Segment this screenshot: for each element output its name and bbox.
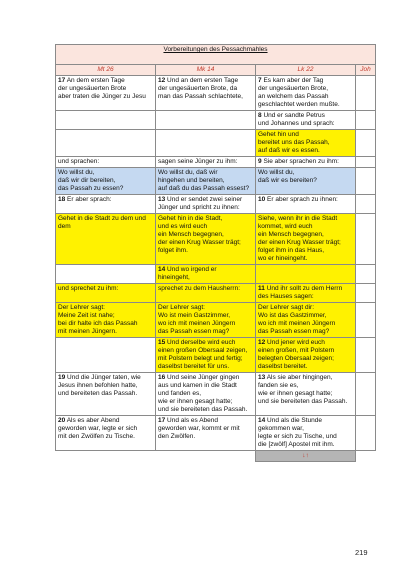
verse-number: 11 <box>258 285 265 292</box>
cell-lk <box>256 130 356 157</box>
cell-mt <box>56 111 156 130</box>
verse-text: Er aber sprach: <box>67 196 112 203</box>
title-row <box>56 45 376 65</box>
verse-number: 13 <box>258 374 266 381</box>
column-header-mk: Mk 14 <box>156 65 256 76</box>
table-row <box>56 157 376 168</box>
table-row <box>56 416 376 451</box>
verse-number: 19 <box>58 374 66 381</box>
verse-text: Der Lehrer sagt dir: Wo ist das Gastzimmer, wo ich mit meinen Jüngern das Passah essen mag? <box>258 304 336 335</box>
verse-text: Und jener wird euch einen großen, mit Polstern belegten Obersaal zeigen; daselbst bereitet. <box>258 339 335 370</box>
cell-joh <box>356 284 376 303</box>
verse-text: Wo willst du, daß wir es bereiten? <box>258 169 317 184</box>
header-row <box>56 65 376 76</box>
verse-text: Sie aber sprachen zu ihm: <box>263 158 339 165</box>
verse-number: 16 <box>158 374 166 381</box>
verse-text: Er aber sprach zu ihnen: <box>267 196 338 203</box>
cell-joh <box>356 157 376 168</box>
verse-number: 12 <box>158 77 166 84</box>
cell-joh <box>356 76 376 111</box>
cell-mk <box>156 416 256 451</box>
cell-mt <box>56 157 156 168</box>
cell-mk <box>156 284 256 303</box>
table-title: Vorbereitungen des Pessachmahles <box>56 45 376 65</box>
table-row <box>56 284 376 303</box>
verse-text: und sprechet zu ihm: <box>58 285 119 292</box>
cell-mt <box>56 265 156 284</box>
cell-lk <box>256 195 356 214</box>
verse-text: Der Lehrer sagt: Meine Zeit ist nahe; bei dir halte ich das Passah mit meinen Jüngern. <box>58 304 138 335</box>
table-row <box>56 214 376 265</box>
verse-text: Und ihr sollt zu dem Herrn des Hauses sagen: <box>258 285 343 300</box>
cell-mk <box>156 195 256 214</box>
table-row <box>56 168 376 195</box>
cell-mk <box>156 265 256 284</box>
verse-text: Gehet hin in die Stadt, und es wird euch ein Mensch begegnen, der einen Krug Wasser trägt; folget ihm. <box>158 215 241 254</box>
footer-arrow-cell <box>256 451 356 462</box>
footer-empty-cell <box>156 451 256 462</box>
cell-lk <box>256 111 356 130</box>
page-number: 219 <box>355 548 368 557</box>
cell-mt <box>56 303 156 338</box>
verse-text: Als es aber Abend geworden war, legte er sich mit den Zwölfen zu Tische. <box>58 417 138 440</box>
footer-empty-cell <box>56 451 156 462</box>
table-row <box>56 373 376 416</box>
verse-text: Und als es Abend geworden war, kommt er mit den Zwölfen. <box>158 417 240 440</box>
verse-number: 7 <box>258 77 262 84</box>
verse-text: Und seine Jünger gingen aus und kamen in die Stadt und fanden es, wie er ihnen gesagt hatte; und sie bereiteten das Passah. <box>158 374 248 413</box>
cell-joh <box>356 168 376 195</box>
cell-mk <box>156 338 256 373</box>
cell-mk <box>156 168 256 195</box>
cell-mk <box>156 130 256 157</box>
cell-mk <box>156 214 256 265</box>
cell-mk <box>156 303 256 338</box>
cell-joh <box>356 416 376 451</box>
verse-number: 17 <box>58 77 66 84</box>
column-header-joh: Joh <box>356 65 376 76</box>
cell-joh <box>356 373 376 416</box>
verse-text: und sprachen: <box>58 158 100 165</box>
verse-number: 18 <box>58 196 66 203</box>
verse-text: Und die Jünger taten, wie Jesus ihnen befohlen hatte, und bereiteten das Passah. <box>58 374 141 397</box>
verse-text: sprechet zu dem Hausherrn: <box>158 285 241 292</box>
verse-text: An dem ersten Tage der ungesäuerten Brote aber traten die Jünger zu Jesu <box>58 77 146 100</box>
cell-mt <box>56 373 156 416</box>
verse-text: Gehet hin und bereitet uns das Passah, auf daß wir es essen. <box>258 131 330 154</box>
cell-joh <box>356 338 376 373</box>
cell-mk <box>156 111 256 130</box>
verse-text: Gehet in die Stadt zu dem und dem <box>58 215 146 230</box>
cell-lk <box>256 214 356 265</box>
cell-mt <box>56 284 156 303</box>
verse-text: Und derselbe wird euch einen großen Obersaal zeigen, mit Polstern belegt und fertig; daselbst bereitet für uns. <box>158 339 248 370</box>
cell-mk <box>156 157 256 168</box>
footer-empty-cell <box>356 451 376 462</box>
cell-joh <box>356 195 376 214</box>
cell-mt <box>56 214 156 265</box>
verse-number: 15 <box>158 339 166 346</box>
table-row <box>56 130 376 157</box>
synopsis-table <box>55 44 376 462</box>
verse-number: 12 <box>258 339 266 346</box>
table-row <box>56 195 376 214</box>
arrow-icon: ↓↑ <box>302 452 309 459</box>
verse-number: 10 <box>258 196 266 203</box>
cell-lk <box>256 338 356 373</box>
cell-lk <box>256 76 356 111</box>
verse-number: 17 <box>158 417 166 424</box>
cell-joh <box>356 111 376 130</box>
cell-lk <box>256 373 356 416</box>
verse-number: 14 <box>158 266 166 273</box>
verse-number: 9 <box>258 158 262 165</box>
cell-lk <box>256 284 356 303</box>
table-row <box>56 303 376 338</box>
verse-number: 20 <box>58 417 66 424</box>
cell-lk <box>256 265 356 284</box>
verse-number: 14 <box>258 417 266 424</box>
table-row <box>56 111 376 130</box>
verse-text: Es kam aber der Tag der ungesäuerten Brote, an welchem das Passah geschlachtet werden mußte. <box>258 77 340 108</box>
column-header-mt: Mt 26 <box>56 65 156 76</box>
cell-mt <box>56 168 156 195</box>
column-header-lk: Lk 22 <box>256 65 356 76</box>
verse-number: 13 <box>158 196 166 203</box>
cell-mt <box>56 76 156 111</box>
cell-joh <box>356 130 376 157</box>
cell-mt <box>56 338 156 373</box>
cell-mt <box>56 195 156 214</box>
cell-mk <box>156 76 256 111</box>
cell-joh <box>356 214 376 265</box>
cell-joh <box>356 303 376 338</box>
cell-lk <box>256 157 356 168</box>
verse-text: Wo willst du, daß wir hingehen und bereiten, auf daß du das Passah essest? <box>158 169 250 192</box>
verse-text: Und er sendet zwei seiner Jünger und spricht zu ihnen: <box>158 196 243 211</box>
cell-lk <box>256 168 356 195</box>
cell-joh <box>356 265 376 284</box>
cell-lk <box>256 303 356 338</box>
verse-text: Als sie aber hingingen, fanden sie es, wie er ihnen gesagt hatte; und sie bereiteten das Passah. <box>258 374 348 405</box>
verse-text: Siehe, wenn ihr in die Stadt kommet, wird euch ein Mensch begegnen, der einen Krug Wasser trägt; folget ihm in das Haus, wo er hineingeht. <box>258 215 341 262</box>
verse-text: sagen seine Jünger zu ihm: <box>158 158 238 165</box>
verse-text: Und als die Stunde gekommen war, legte er sich zu Tische, und die [zwölf] Apostel mit ihm. <box>258 417 337 448</box>
cell-mt <box>56 130 156 157</box>
verse-text: Wo willst du, daß wir dir bereiten, das Passah zu essen? <box>58 169 124 192</box>
verse-text: Und er sandte Petrus und Johannes und sprach: <box>258 112 335 127</box>
table-row <box>56 265 376 284</box>
cell-lk <box>256 416 356 451</box>
table-row <box>56 338 376 373</box>
verse-text: Und wo irgend er hineingeht, <box>158 266 217 281</box>
cell-mt <box>56 416 156 451</box>
cell-mk <box>156 373 256 416</box>
footer-row <box>56 451 376 462</box>
table-row <box>56 76 376 111</box>
verse-text: Und an dem ersten Tage der ungesäuerten Brote, da man das Passah schlachtete, <box>158 77 243 100</box>
verse-number: 8 <box>258 112 262 119</box>
verse-text: Der Lehrer sagt: Wo ist mein Gastzimmer, wo ich mit meinen Jüngern das Passah essen mag? <box>158 304 236 335</box>
